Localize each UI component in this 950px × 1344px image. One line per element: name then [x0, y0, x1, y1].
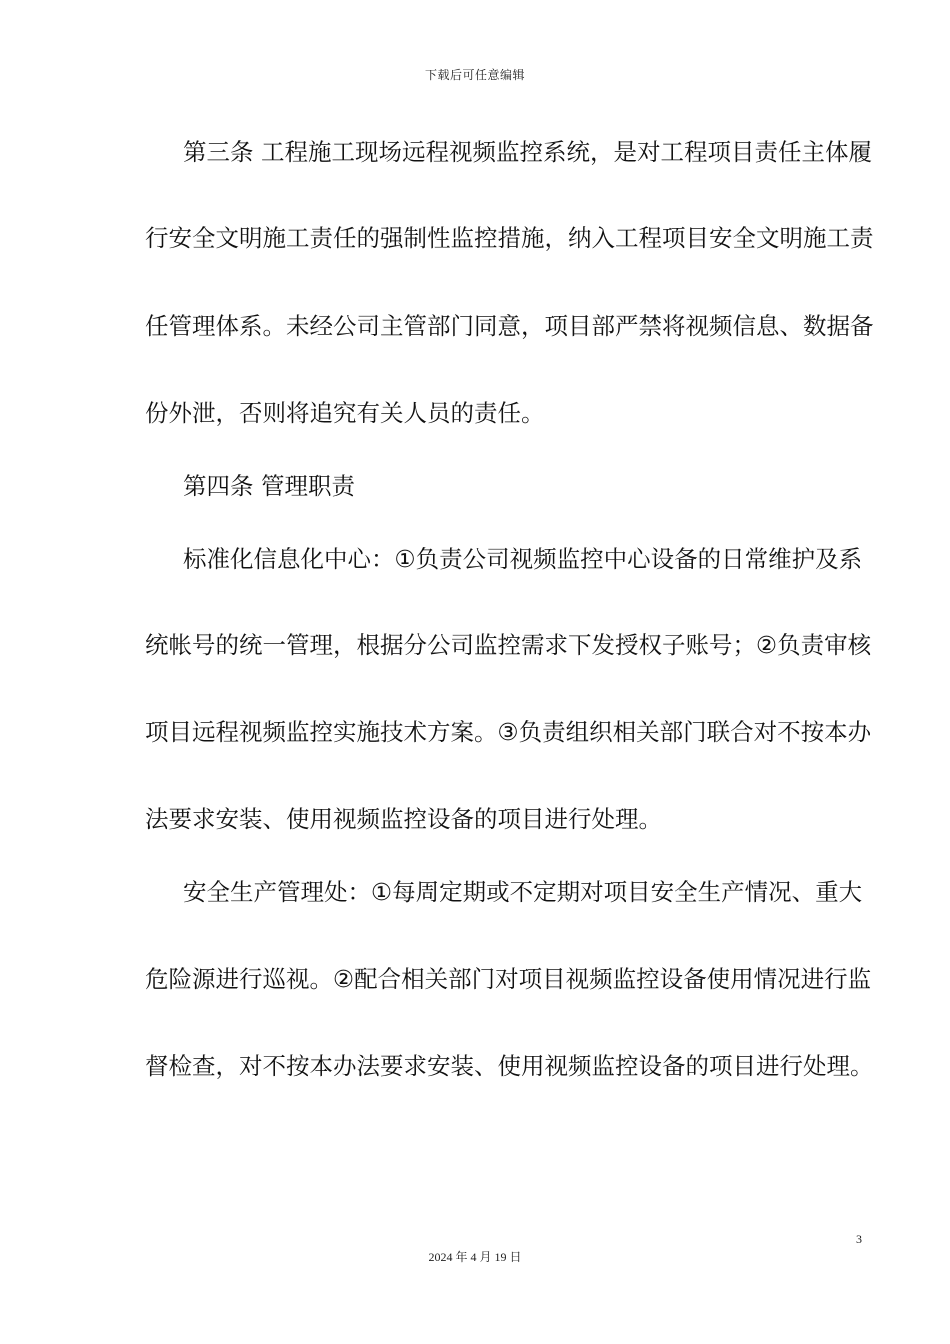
text-line: 第三条 工程施工现场远程视频监控系统，是对工程项目责任主体履 — [183, 138, 872, 166]
text-line: 份外泄，否则将追究有关人员的责任。 — [145, 399, 545, 427]
text-line: 危险源进行巡视。②配合相关部门对项目视频监控设备使用情况进行监 — [145, 965, 872, 993]
text-line: 任管理体系。未经公司主管部门同意，项目部严禁将视频信息、数据备 — [145, 312, 874, 340]
footer-date: 2024 年 4 月 19 日 — [428, 1250, 522, 1264]
text-line: 统帐号的统一管理，根据分公司监控需求下发授权子账号；②负责审核 — [145, 631, 872, 659]
text-line: 法要求安装、使用视频监控设备的项目进行处理。 — [145, 805, 662, 833]
text-line: 项目远程视频监控实施技术方案。③负责组织相关部门联合对不按本办 — [145, 718, 872, 746]
text-line: 行安全文明施工责任的强制性监控措施，纳入工程项目安全文明施工责 — [145, 224, 874, 252]
text-line: 安全生产管理处：①每周定期或不定期对项目安全生产情况、重大 — [183, 878, 863, 906]
section-heading: 第四条 管理职责 — [183, 472, 355, 500]
page-number: 3 — [856, 1232, 862, 1246]
text-line: 标准化信息化中心：①负责公司视频监控中心设备的日常维护及系 — [183, 545, 863, 573]
text-line: 督检查，对不按本办法要求安装、使用视频监控设备的项目进行处理。 — [145, 1052, 874, 1080]
page-header-note: 下载后可任意编辑 — [424, 68, 525, 82]
